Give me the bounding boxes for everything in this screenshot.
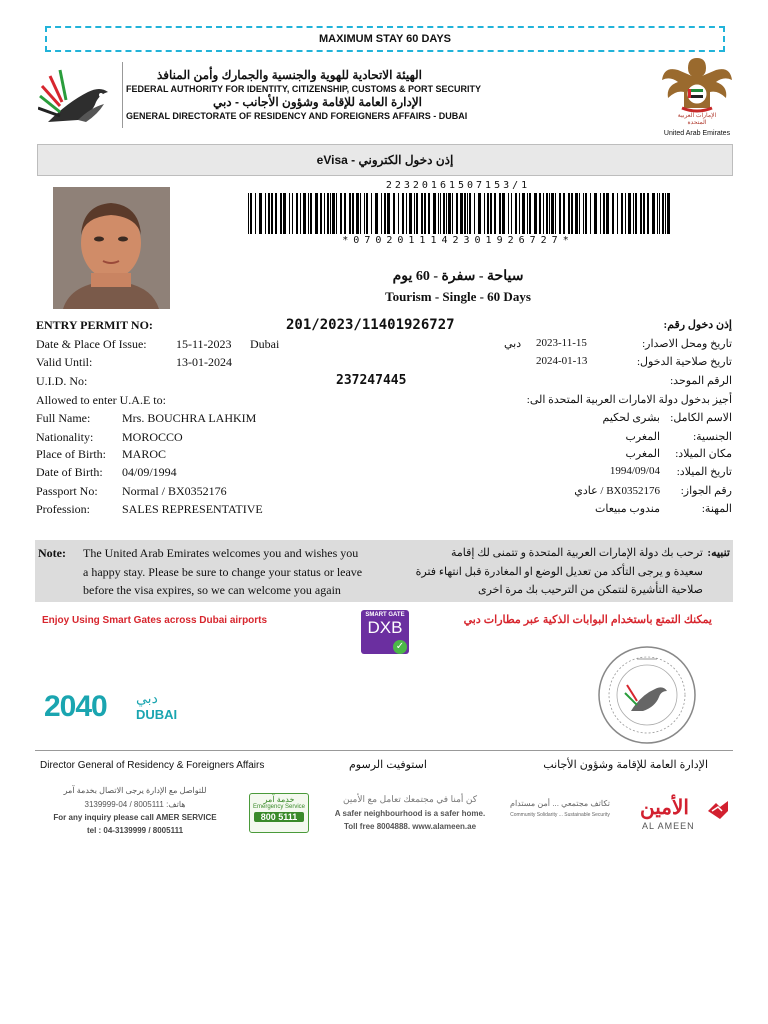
- barcode-bar: [519, 193, 520, 234]
- full-name-value: Mrs. BOUCHRA LAHKIM: [122, 411, 257, 425]
- barcode-bar: [448, 193, 451, 234]
- community-english: Community Solidarity ... Sustainable Security: [510, 812, 610, 818]
- emergency-service-badge: [249, 793, 309, 833]
- entry-permit-label-arabic: إذن دخول رقم:: [663, 319, 732, 331]
- barcode-bar: [424, 193, 426, 234]
- barcode-bar: [652, 193, 655, 234]
- barcode-bar: [662, 193, 664, 234]
- alameen-tollfree: Toll free 8004888. www.alameen.ae: [343, 822, 477, 831]
- amer-english-line-2: tel : 04-3139999 / 8005111: [86, 826, 184, 835]
- barcode-bar: [499, 193, 501, 234]
- barcode-bar: [352, 193, 354, 234]
- barcode-bar: [628, 193, 631, 234]
- note-label: Note:: [38, 546, 66, 560]
- barcode-bar: [271, 193, 273, 234]
- community-arabic: تكاتف مجتمعي ... أمن مستدام: [510, 799, 610, 808]
- barcode-bar: [583, 193, 584, 234]
- barcode-bar: [340, 193, 342, 234]
- note-box: [35, 540, 733, 602]
- barcode-bar: [657, 193, 658, 234]
- barcode-bar: [563, 193, 565, 234]
- org-arabic-line-2: الإدارة العامة للإقامة وشؤون الأجانب - دبي: [212, 95, 422, 109]
- barcode-image: [248, 193, 670, 234]
- barcode-bar: [546, 193, 548, 234]
- issue-date: 15-11-2023: [176, 337, 232, 351]
- barcode-bar: [336, 193, 337, 234]
- uid-label-arabic: الرقم الموحد:: [670, 375, 732, 387]
- barcode-bar: [364, 193, 365, 234]
- barcode-bar: [324, 193, 325, 234]
- barcode-bar: [289, 193, 290, 234]
- barcode-bar: [414, 193, 415, 234]
- barcode-bar: [283, 193, 286, 234]
- barcode-bar: [612, 193, 614, 234]
- uae-arabic-text: الإمارات العربية المتحدة: [677, 113, 717, 126]
- barcode-bar: [275, 193, 277, 234]
- nationality-label: Nationality:: [36, 430, 94, 444]
- emergency-arabic: خدمة آمر: [263, 795, 295, 804]
- date-of-birth-label: Date of Birth:: [36, 465, 103, 479]
- barcode-bar: [585, 193, 587, 234]
- ica-falcon-logo: [38, 62, 118, 130]
- barcode-bar: [659, 193, 660, 234]
- note-line-2-arabic: سعيدة و يرجى التأكد من تعديل الوضع او المغادرة قبل انتهاء فترة: [415, 566, 703, 578]
- barcode-bar: [402, 193, 404, 234]
- barcode-bar: [617, 193, 618, 234]
- org-arabic-line-1: الهيئة الاتحادية للهوية والجنسية والجمارك وأمن المنافذ: [156, 68, 422, 82]
- barcode-bar: [456, 193, 458, 234]
- issue-label: Date & Place Of Issue:: [36, 337, 147, 351]
- issue-date-arabic: 2023-11-15: [536, 337, 587, 349]
- barcode-bar: [665, 193, 666, 234]
- barcode-bar: [490, 193, 492, 234]
- barcode-bar: [555, 193, 556, 234]
- passport-value: Normal / BX0352176: [122, 484, 227, 498]
- uid-label: U.I.D. No:: [36, 374, 88, 388]
- passport-value-arabic: BX0352176 / عادي: [574, 485, 660, 497]
- barcode-bar: [308, 193, 309, 234]
- barcode-bar: [393, 193, 395, 234]
- barcode-bar: [625, 193, 626, 234]
- barcode-bar: [409, 193, 412, 234]
- barcode-bar: [511, 193, 512, 234]
- barcode-bar: [568, 193, 570, 234]
- barcode-bar: [433, 193, 436, 234]
- nationality-label-arabic: الجنسية:: [693, 431, 732, 443]
- barcode-bar: [265, 193, 266, 234]
- profession-label: Profession:: [36, 502, 90, 516]
- barcode-bar: [603, 193, 605, 234]
- barcode-bar: [621, 193, 623, 234]
- barcode-bar: [443, 193, 445, 234]
- place-of-birth-label-arabic: مكان الميلاد:: [675, 448, 732, 460]
- barcode-bar: [508, 193, 509, 234]
- barcode-bar: [522, 193, 525, 234]
- org-english-line-2: GENERAL DIRECTORATE OF RESIDENCY AND FOREIGNERS AFFAIRS - DUBAI: [126, 111, 468, 121]
- barcode-bar: [327, 193, 329, 234]
- barcode-bar: [381, 193, 382, 234]
- issue-place-arabic: دبي: [504, 338, 522, 350]
- barcode-bar: [647, 193, 649, 234]
- note-line-2: a happy stay. Please be sure to change your status or leave: [83, 565, 363, 579]
- alameen-logo-english: AL AMEEN: [642, 821, 695, 831]
- barcode-bar: [484, 193, 485, 234]
- barcode-bar: [332, 193, 335, 234]
- official-stamp-icon: [597, 645, 697, 745]
- place-of-birth-value: MAROC: [122, 447, 167, 461]
- dubai-2040-number: 2040: [44, 690, 107, 723]
- barcode-bar: [527, 193, 528, 234]
- barcode-bar: [571, 193, 573, 234]
- profession-value: SALES REPRESENTATIVE: [122, 502, 263, 516]
- alameen-hands-icon: [706, 797, 730, 821]
- alameen-logo-arabic: الأمين: [640, 797, 689, 819]
- barcode-bar: [384, 193, 386, 234]
- holder-photo: [53, 187, 170, 309]
- full-name-value-arabic: بشرى لحكيم: [602, 412, 660, 424]
- issue-place: Dubai: [250, 337, 280, 351]
- smart-gate-badge-top: SMART GATE: [365, 612, 405, 618]
- amer-arabic-line-2: هاتف: 8005111 / 04-3139999: [84, 800, 186, 809]
- barcode-bar: [667, 193, 670, 234]
- date-of-birth-value: 04/09/1994: [122, 465, 177, 479]
- barcode-bar: [640, 193, 642, 234]
- dubai-2040-english: DUBAI: [136, 707, 178, 722]
- barcode-bar: [579, 193, 580, 234]
- barcode-bar: [478, 193, 481, 234]
- profession-value-arabic: مندوب مبيعات: [595, 503, 660, 515]
- visa-type-english: Tourism - Single - 60 Days: [385, 289, 531, 304]
- official-stamp: [597, 645, 697, 745]
- fees-paid-arabic: استوفيت الرسوم: [349, 759, 427, 771]
- smart-gate-dxb-badge: [361, 610, 409, 654]
- date-of-birth-value-arabic: 1994/09/04: [609, 465, 660, 477]
- barcode-bar: [635, 193, 637, 234]
- barcode-bar: [255, 193, 256, 234]
- amer-english-line-1: For any inquiry please call AMER SERVICE: [53, 813, 217, 822]
- allowed-enter-label: Allowed to enter U.A.E to:: [36, 393, 166, 407]
- barcode-bar: [559, 193, 561, 234]
- entry-permit-label: ENTRY PERMIT NO:: [36, 318, 153, 332]
- header-divider: [122, 62, 123, 128]
- nationality-value-arabic: المغرب: [625, 431, 660, 443]
- barcode-bar: [551, 193, 554, 234]
- barcode-bar: [344, 193, 346, 234]
- note-line-1-arabic: ترحب بك دولة الإمارات العربية المتحدة و تتمنى لك إقامة: [451, 547, 703, 559]
- alameen-slogan-english: A safer neighbourhood is a safer home.: [334, 809, 486, 818]
- barcode-bar: [529, 193, 531, 234]
- barcode-bar: [606, 193, 609, 234]
- allowed-enter-label-arabic: أجيز بدخول دولة الامارات العربية المتحدة الى:: [526, 394, 732, 406]
- barcode-bar: [398, 193, 399, 234]
- issue-label-arabic: تاريخ ومحل الاصدار:: [642, 338, 732, 350]
- uid-number: 237247445: [336, 373, 407, 388]
- note-label-arabic: تنبيه:: [707, 547, 730, 559]
- barcode-bar: [633, 193, 634, 234]
- barcode-bar: [259, 193, 262, 234]
- barcode-bar: [366, 193, 368, 234]
- barcode-bar: [310, 193, 312, 234]
- date-of-birth-label-arabic: تاريخ الميلاد:: [676, 466, 732, 478]
- place-of-birth-value-arabic: المغرب: [625, 448, 660, 460]
- smart-gate-english: Enjoy Using Smart Gates across Dubai airports: [42, 615, 268, 626]
- barcode-bar: [248, 193, 249, 234]
- entry-permit-number: 201/2023/11401926727: [286, 317, 455, 333]
- valid-until-date-arabic: 2024-01-13: [536, 355, 588, 367]
- valid-until-label: Valid Until:: [36, 355, 93, 369]
- valid-until-label-arabic: تاريخ صلاحية الدخول:: [636, 356, 732, 368]
- barcode-bar: [464, 193, 466, 234]
- barcode-bar: [474, 193, 475, 234]
- barcode-bar: [594, 193, 597, 234]
- barcode-bar: [487, 193, 489, 234]
- barcode-bar: [292, 193, 293, 234]
- barcode-bar: [643, 193, 645, 234]
- barcode-bar: [250, 193, 252, 234]
- visa-type-arabic: سياحة - سفرة - 60 يوم: [392, 269, 524, 284]
- barcode-bar: [330, 193, 331, 234]
- note-line-3: before the visa expires, so we can welcome you again: [83, 583, 341, 597]
- dubai-2040-arabic: دبي: [136, 690, 158, 706]
- barcode-bar: [438, 193, 439, 234]
- barcode-bar: [440, 193, 441, 234]
- evisa-title-bar: [37, 144, 733, 176]
- dubai-2040-logo: [44, 690, 194, 730]
- barcode-bar: [300, 193, 301, 234]
- org-english-line-1: FEDERAL AUTHORITY FOR IDENTITY, CITIZENSHIP, CUSTOMS & PORT SECURITY: [126, 84, 482, 94]
- barcode-bar: [452, 193, 453, 234]
- barcode-bar: [539, 193, 541, 234]
- barcode-bar: [280, 193, 282, 234]
- barcode-bar: [371, 193, 372, 234]
- director-general-text: Director General of Residency & Foreigners Affairs: [40, 760, 265, 771]
- barcode-bar: [421, 193, 423, 234]
- barcode-bar: [387, 193, 390, 234]
- barcode-bar: [549, 193, 550, 234]
- profession-label-arabic: المهنة:: [701, 503, 732, 515]
- barcode-bar: [356, 193, 359, 234]
- barcode-bar: [268, 193, 270, 234]
- note-line-3-arabic: صلاحية التأشيرة لنتمكن من الترحيب بك مرة اخرى: [478, 584, 703, 596]
- full-name-label: Full Name:: [36, 411, 91, 425]
- barcode-bar: [416, 193, 418, 234]
- barcode-bar: [303, 193, 306, 234]
- check-icon: ✓: [393, 640, 407, 654]
- alameen-logo: [640, 795, 734, 835]
- barcode-bar: [575, 193, 578, 234]
- evisa-title: إذن دخول الكتروني - eVisa: [316, 153, 454, 167]
- barcode-bar: [469, 193, 471, 234]
- barcode-bar: [467, 193, 468, 234]
- barcode-bar: [406, 193, 407, 234]
- barcode-bar: [494, 193, 496, 234]
- barcode-bar: [515, 193, 517, 234]
- passport-label-arabic: رقم الجواز:: [680, 485, 732, 497]
- valid-until-date: 13-01-2024: [176, 355, 232, 369]
- barcode-bar: [446, 193, 447, 234]
- place-of-birth-label: Place of Birth:: [36, 447, 106, 461]
- barcode-bar: [428, 193, 430, 234]
- barcode-top-number: 22320161507153/1: [385, 180, 531, 191]
- maximum-stay-banner: MAXIMUM STAY 60 DAYS: [45, 26, 725, 52]
- barcode-bar: [360, 193, 361, 234]
- uae-falcon-emblem-icon: [660, 52, 734, 116]
- barcode-bar: [320, 193, 322, 234]
- note-line-1: The United Arab Emirates welcomes you and wishes you: [83, 546, 359, 560]
- footer-divider: [35, 750, 733, 751]
- barcode-bar: [296, 193, 298, 234]
- barcode-bar: [349, 193, 351, 234]
- barcode-bar: [460, 193, 463, 234]
- emergency-number: 800 5111: [254, 812, 304, 822]
- barcode-bar: [375, 193, 378, 234]
- barcode-bar: [543, 193, 544, 234]
- barcode-bar: [315, 193, 318, 234]
- barcode-bar: [600, 193, 601, 234]
- nationality-value: MOROCCO: [122, 430, 183, 444]
- barcode-bottom-number: *0702011142301926727*: [342, 235, 574, 246]
- directorate-arabic: الإدارة العامة للإقامة وشؤون الأجانب: [543, 759, 708, 771]
- uae-emblem: [660, 52, 734, 137]
- smart-gate-badge-main: DXB: [367, 618, 403, 637]
- emergency-english: Emergency Service: [252, 804, 306, 810]
- full-name-label-arabic: الاسم الكامل:: [670, 412, 732, 424]
- amer-arabic-line-1: للتواصل مع الإدارة يرجى الاتصال بخدمة آمر: [63, 786, 207, 795]
- passport-label: Passport No:: [36, 484, 98, 498]
- uae-english-text: United Arab Emirates: [663, 130, 731, 137]
- alameen-slogan-arabic: كن أمنا في مجتمعك تعامل مع الأمين: [342, 794, 478, 804]
- barcode-bar: [590, 193, 591, 234]
- barcode-bar: [534, 193, 537, 234]
- smart-gate-arabic: يمكنك التمتع باستخدام البوابات الذكية عبر مطارات دبي: [463, 614, 712, 626]
- barcode-bar: [502, 193, 505, 234]
